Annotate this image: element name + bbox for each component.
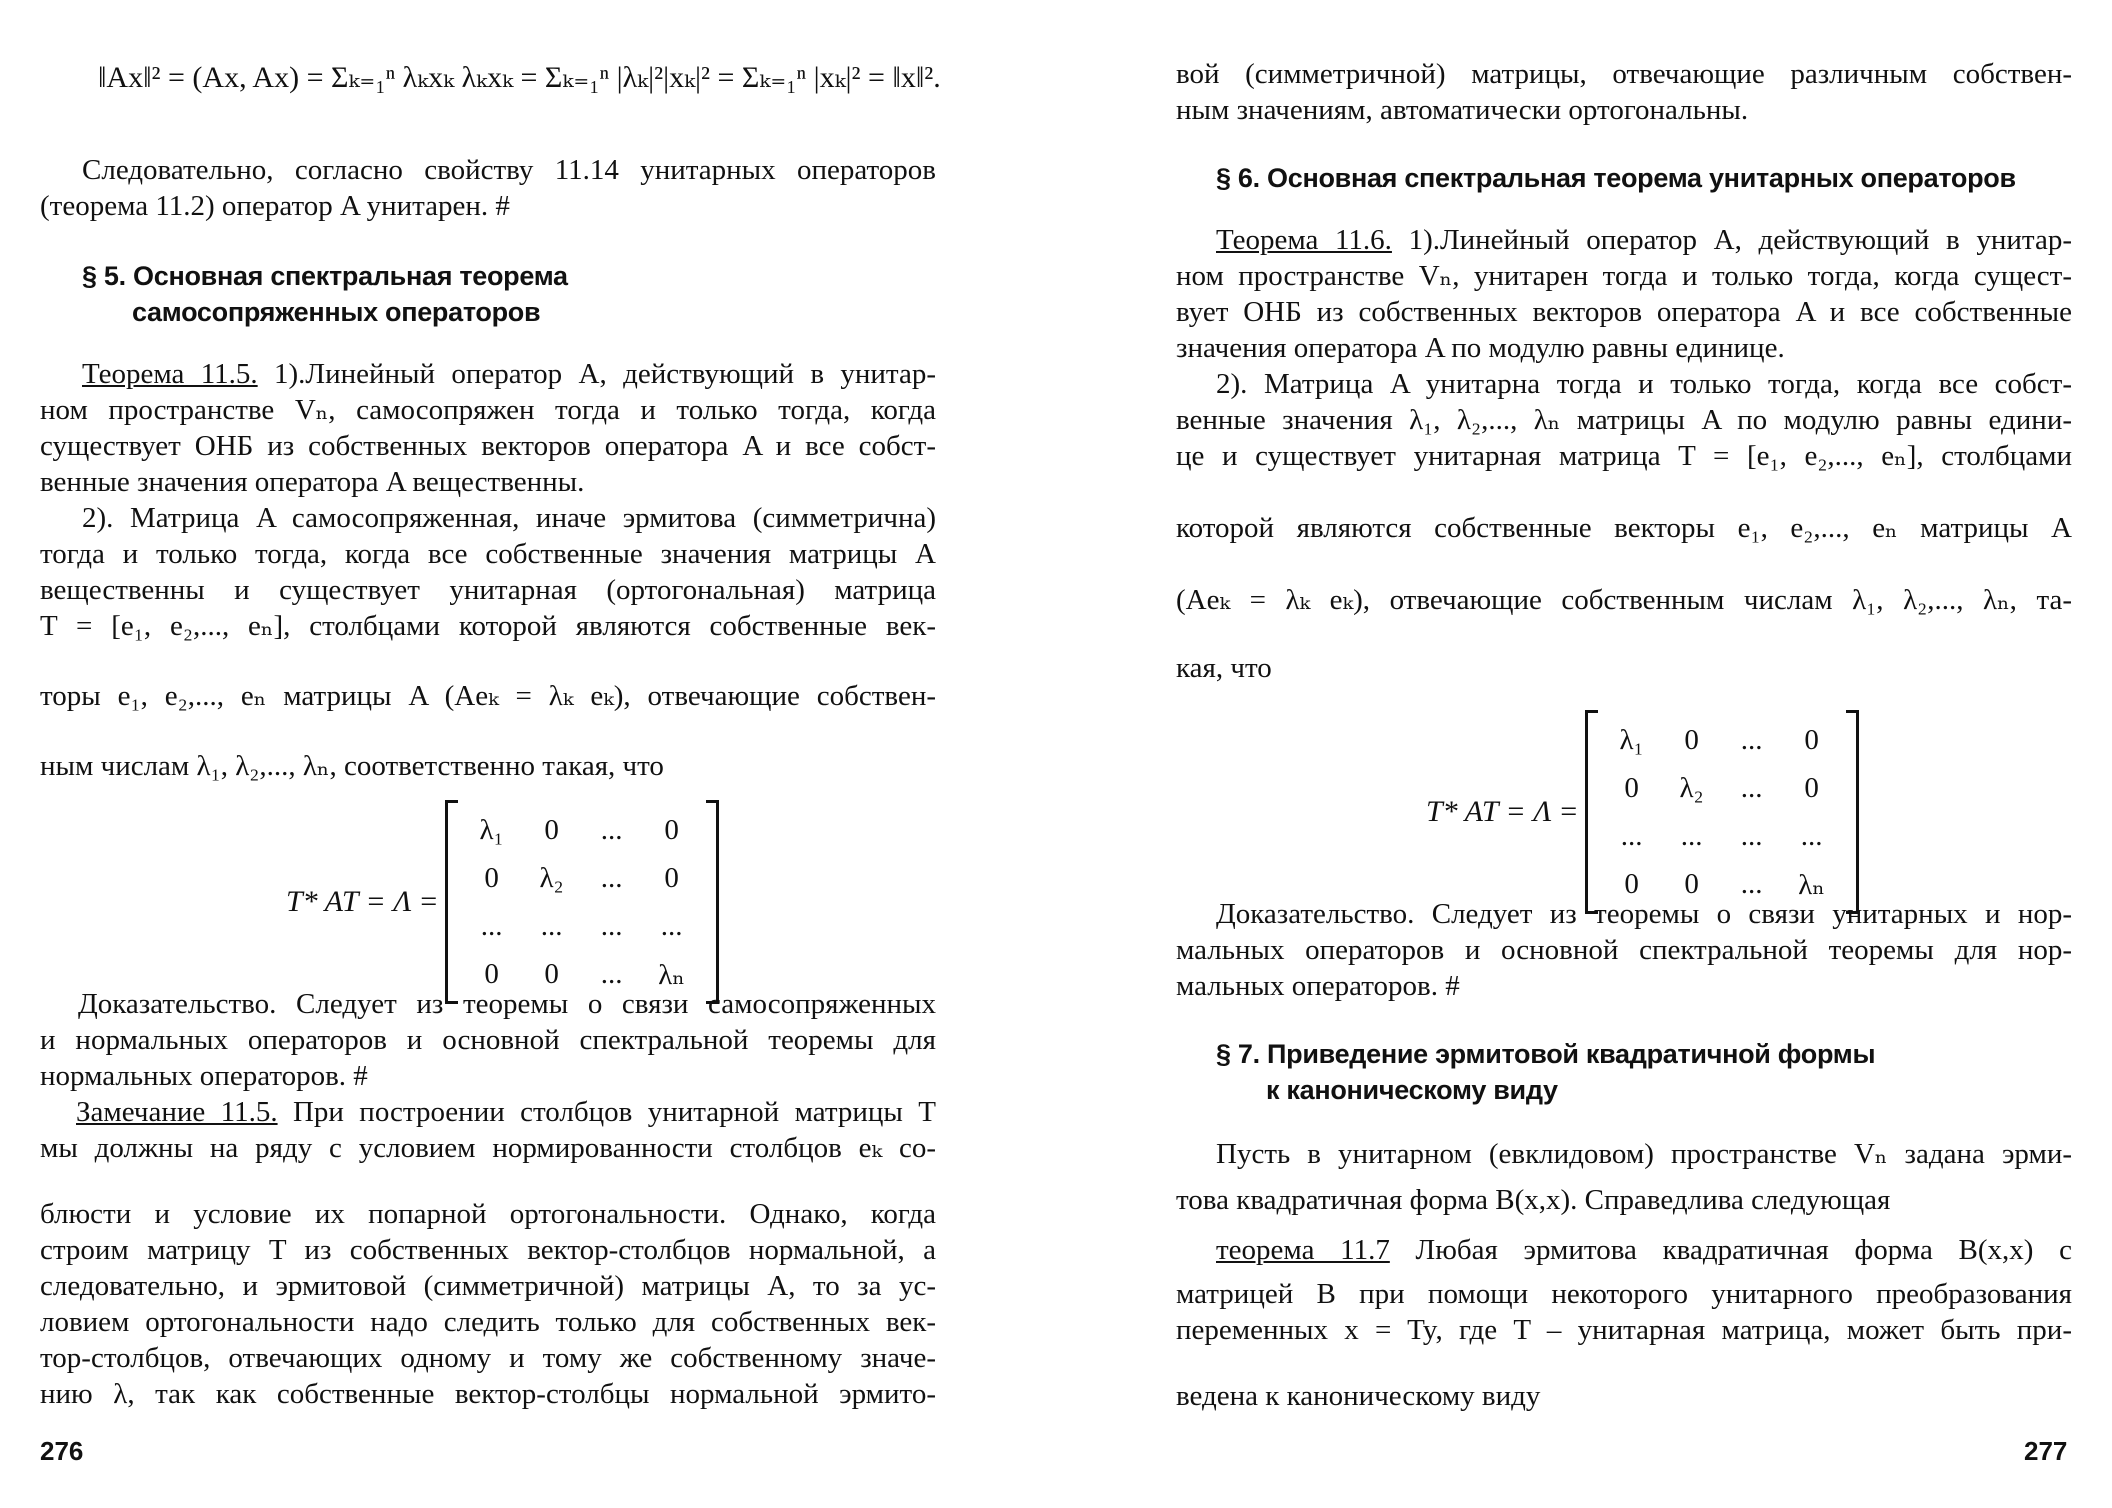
text-line: которой являются собственные векторы e₁, e₂,..., eₙ матрицы A: [1176, 512, 2072, 544]
theorem-label: Теорема 11.6.: [1216, 224, 1392, 256]
text-line: тогда и только тогда, когда все собственные значения матрицы A: [40, 538, 936, 570]
formula-norm: [98, 60, 941, 95]
proof-11-6: [1176, 896, 2072, 1004]
matrix-cell: ...: [1740, 771, 1763, 804]
matrix-cell: λ₂: [539, 861, 564, 894]
matrix-cell: 0: [484, 957, 499, 990]
text-line: Любая эрмитова квадратичная форма B(x,x) с: [1389, 1234, 2072, 1266]
heading-line: § 6. Основная спектральная теорема унитарных операторов: [1216, 163, 2016, 193]
text-line: матрицей B при помощи некоторого унитарного преобразования: [1176, 1278, 2072, 1310]
paragraph-quadratic-form: [1176, 1136, 2072, 1218]
heading-line: § 5. Основная спектральная теорема: [82, 261, 568, 291]
matrix-lhs: T* AT = Λ =: [1426, 795, 1579, 828]
matrix-lhs: T* AT = Λ =: [286, 885, 439, 918]
text-line: мальных операторов и основной спектральной теоремы для нор-: [1176, 934, 2072, 966]
matrix-cell: 0: [1804, 723, 1819, 756]
matrix-cell: 0: [1624, 867, 1639, 900]
section-7-heading: [1216, 1036, 1875, 1108]
matrix-cell: 0: [1804, 771, 1819, 804]
text-line: тор-столбцов, отвечающих одному и тому же собственному значе-: [40, 1342, 936, 1374]
text-line: При построении столбцов унитарной матрицы T: [277, 1096, 936, 1128]
text-line: (Aeₖ = λₖ eₖ), отвечающие собственным числам λ₁, λ₂,..., λₙ, та-: [1176, 584, 2072, 616]
matrix-cell: 0: [544, 813, 559, 846]
diagonal-matrix-right: [1426, 710, 1859, 914]
page-number: 276: [40, 1436, 84, 1466]
text-line: Доказательство. Следует из теоремы о связи самосопряженных: [78, 988, 936, 1020]
matrix-cell: ...: [1740, 867, 1763, 900]
text-line: переменных x = Ty, где T – унитарная матрица, может быть при-: [1176, 1314, 2072, 1346]
text-line: ловием ортогональности надо следить только для собственных век-: [40, 1306, 936, 1338]
matrix-cell: ...: [1800, 819, 1823, 852]
matrix-cell: ...: [600, 957, 623, 990]
text-line: вещественны и существует унитарная (ортогональная) матрица: [40, 574, 936, 606]
text-line: Доказательство. Следует из теоремы о связи унитарных и нор-: [1216, 898, 2072, 930]
formula-text: ‖Ax‖² = (Ax, Ax) = Σₖ₌₁ⁿ λₖxₖ λₖxₖ = Σₖ₌₁ⁿ |λₖ|²|xₖ|² = Σₖ₌₁ⁿ |xₖ|² = ‖x‖².: [98, 61, 941, 94]
text-line: вует ОНБ из собственных векторов оператора A и все собственные: [1176, 296, 2072, 328]
text-line: ным значениям, автоматически ортогональны.: [1176, 94, 1749, 126]
text-line: нормальных операторов. #: [40, 1060, 368, 1092]
matrix-cell: 0: [1684, 723, 1699, 756]
text-line: значения оператора A по модулю равны единице.: [1176, 332, 1785, 364]
heading-line: к каноническому виду: [1266, 1075, 1558, 1105]
theorem-11-6: [1176, 222, 2072, 686]
text-line: существует ОНБ из собственных векторов оператора A и все собст-: [40, 430, 936, 462]
text-line: венные значения оператора A вещественны.: [40, 466, 585, 498]
matrix-cell: ...: [1620, 819, 1643, 852]
heading-line: самосопряженных операторов: [132, 297, 541, 327]
text-line: ведена к каноническому виду: [1176, 1380, 1541, 1412]
matrix-cell: 0: [484, 861, 499, 894]
theorem-11-5: [40, 356, 936, 784]
text-line: 2). Матрица A унитарна тогда и только тогда, когда все собст-: [1216, 368, 2072, 400]
paragraph-continued: [1176, 56, 2072, 128]
text-line: ным числам λ₁, λ₂,..., λₙ, соответственно такая, что: [40, 750, 664, 782]
remark-label: Замечание 11.5.: [76, 1096, 278, 1128]
text-line: блюсти и условие их попарной ортогональности. Однако, когда: [40, 1198, 936, 1230]
text-line: нию λ, так как собственные вектор-столбцы нормальной эрмито-: [40, 1378, 936, 1410]
matrix-cell: ...: [1680, 819, 1703, 852]
text-line: и нормальных операторов и основной спектральной теоремы для: [40, 1024, 936, 1056]
matrix-cell: 0: [1684, 867, 1699, 900]
section-6-heading: [1216, 160, 2016, 196]
text-line: 2). Матрица A самосопряженная, иначе эрмитова (симметрична): [82, 502, 936, 534]
text-line: 1).Линейный оператор A, действующий в унитар-: [257, 358, 936, 390]
text-line: 1).Линейный оператор A, действующий в унитар-: [1391, 224, 2072, 256]
section-5-heading: [82, 258, 568, 330]
theorem-label: Теорема 11.5.: [82, 358, 258, 390]
text-line: Следовательно, согласно свойству 11.14 унитарных операторов: [82, 154, 936, 186]
matrix-cell: ...: [600, 813, 623, 846]
matrix-cell: ...: [1740, 723, 1763, 756]
matrix-cell: ...: [480, 909, 503, 942]
matrix-brackets: [445, 800, 719, 1004]
matrix-cell: 0: [544, 957, 559, 990]
diagonal-matrix-left: [286, 800, 719, 1004]
text-line: кая, что: [1176, 652, 1272, 684]
text-line: це и существует унитарная матрица T = [e₁, e₂,..., eₙ], столбцами: [1176, 440, 2072, 472]
matrix-cell: ...: [540, 909, 563, 942]
remark-11-5: [40, 1094, 936, 1412]
text-line: Пусть в унитарном (евклидовом) пространстве Vₙ задана эрми-: [1216, 1138, 2072, 1170]
matrix-cell: 0: [1624, 771, 1639, 804]
matrix-cell: 0: [664, 861, 679, 894]
text-line: венные значения λ₁, λ₂,..., λₙ матрицы A по модулю равны едини-: [1176, 404, 2072, 436]
theorem-11-7: [1176, 1232, 2072, 1414]
proof-11-5: [40, 986, 936, 1094]
matrix-brackets: [1585, 710, 1859, 914]
text-line: следовательно, и эрмитовой (симметричной) матрицы A, то за ус-: [40, 1270, 936, 1302]
matrix-cell: 0: [664, 813, 679, 846]
matrix-cell: λ₂: [1679, 771, 1704, 804]
matrix-cell: ...: [600, 861, 623, 894]
heading-line: § 7. Приведение эрмитовой квадратичной формы: [1216, 1039, 1876, 1069]
theorem-label: теорема 11.7: [1216, 1234, 1390, 1266]
text-line: (теорема 11.2) оператор A унитарен. #: [40, 190, 510, 222]
paragraph-consequently: [40, 152, 936, 224]
text-line: строим матрицу T из собственных вектор-столбцов нормальной, а: [40, 1234, 936, 1266]
text-line: ном пространстве Vₙ, унитарен тогда и только тогда, когда сущест-: [1176, 260, 2072, 292]
text-line: ном пространстве Vₙ, самосопряжен тогда и только тогда, когда: [40, 394, 936, 426]
matrix-cell: ...: [600, 909, 623, 942]
text-line: торы e₁, e₂,..., eₙ матрицы A (Aeₖ = λₖ eₖ), отвечающие собствен-: [40, 680, 936, 712]
matrix-cell: λₙ: [658, 958, 685, 991]
text-line: това квадратичная форма B(x,x). Справедлива следующая: [1176, 1184, 1891, 1216]
matrix-cell: λₙ: [1798, 868, 1825, 901]
text-line: T = [e₁, e₂,..., eₙ], столбцами которой являются собственные век-: [40, 610, 936, 642]
page-number: 277: [2024, 1436, 2068, 1466]
text-line: мы должны на ряду с условием нормированности столбцов eₖ со-: [40, 1132, 936, 1164]
text-line: мальных операторов. #: [1176, 970, 1460, 1002]
matrix-cell: λ₁: [1619, 723, 1644, 756]
matrix-cell: ...: [1740, 819, 1763, 852]
matrix-cell: λ₁: [479, 813, 504, 846]
text-line: вой (симметричной) матрицы, отвечающие различным собствен-: [1176, 58, 2072, 90]
right-page: [1056, 0, 2112, 1508]
matrix-cell: ...: [660, 909, 683, 942]
